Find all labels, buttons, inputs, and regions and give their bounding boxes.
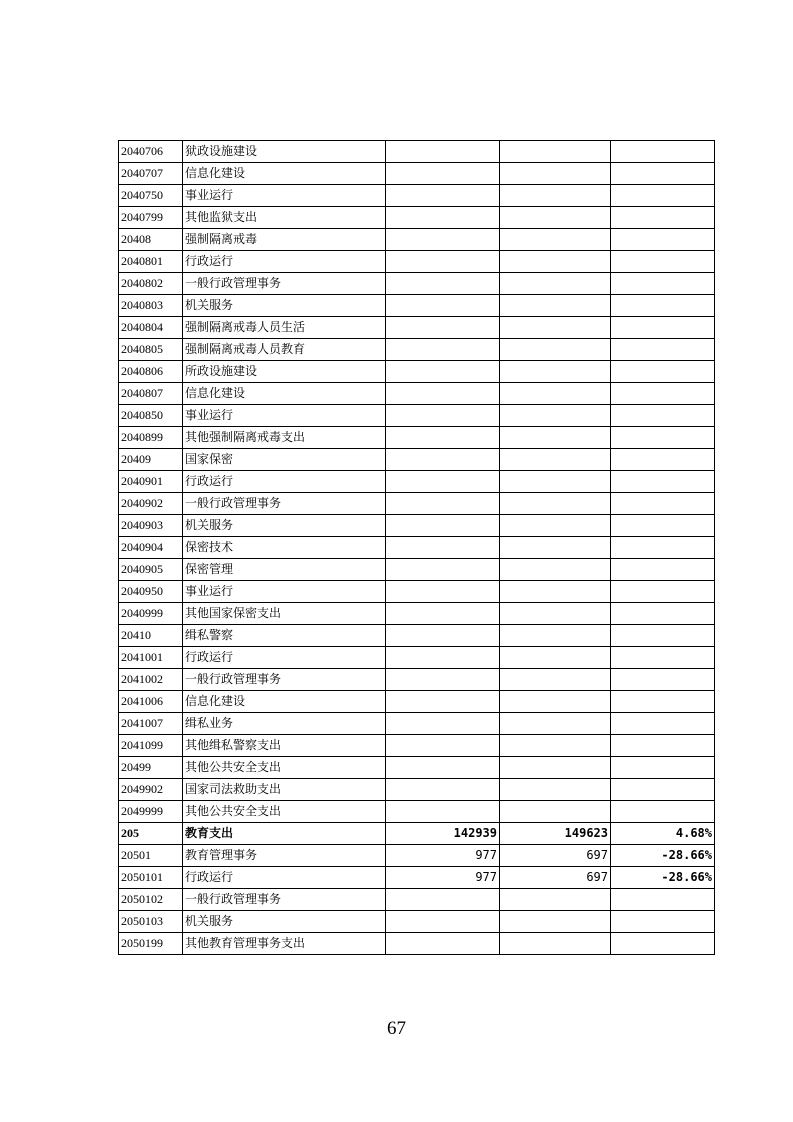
value-2020-cell	[500, 317, 611, 339]
growth-rate-cell	[611, 559, 715, 581]
growth-rate-cell	[611, 603, 715, 625]
value-2020-cell	[500, 801, 611, 823]
name-cell: 事业运行	[183, 185, 386, 207]
growth-rate-cell	[611, 361, 715, 383]
table-row	[119, 295, 715, 317]
value-2019-cell	[386, 933, 500, 955]
value-2020-cell	[500, 603, 611, 625]
value-2019-cell	[386, 757, 500, 779]
name-cell: 一般行政管理事务	[183, 493, 386, 515]
name-cell: 行政运行	[183, 867, 386, 889]
growth-rate-cell	[611, 779, 715, 801]
code-cell: 2040903	[119, 515, 183, 537]
value-2019-cell	[386, 273, 500, 295]
table-row	[119, 185, 715, 207]
value-2019-cell	[386, 141, 500, 163]
growth-rate-cell	[611, 647, 715, 669]
table-row	[119, 845, 715, 867]
value-2020-cell: 697	[500, 845, 611, 867]
value-2019-cell	[386, 515, 500, 537]
value-2019-cell: 977	[386, 845, 500, 867]
code-cell: 2041006	[119, 691, 183, 713]
value-2019-cell	[386, 493, 500, 515]
value-2019-cell	[386, 317, 500, 339]
growth-rate-cell: -28.66%	[611, 845, 715, 867]
value-2020-cell	[500, 273, 611, 295]
value-2019-cell	[386, 713, 500, 735]
value-2020-cell	[500, 471, 611, 493]
table-row	[119, 801, 715, 823]
value-2020-cell: 697	[500, 867, 611, 889]
table-row	[119, 273, 715, 295]
value-2020-cell	[500, 295, 611, 317]
value-2019-cell	[386, 207, 500, 229]
value-2019-cell	[386, 163, 500, 185]
name-cell: 行政运行	[183, 251, 386, 273]
table-row	[119, 405, 715, 427]
table-row	[119, 559, 715, 581]
value-2019-cell	[386, 449, 500, 471]
value-2020-cell	[500, 757, 611, 779]
name-cell: 信息化建设	[183, 383, 386, 405]
value-2020-cell	[500, 779, 611, 801]
name-cell: 保密管理	[183, 559, 386, 581]
name-cell: 强制隔离戒毒人员教育	[183, 339, 386, 361]
code-cell: 20499	[119, 757, 183, 779]
growth-rate-cell	[611, 317, 715, 339]
value-2019-cell	[386, 229, 500, 251]
table-row	[119, 889, 715, 911]
value-2019-cell	[386, 669, 500, 691]
value-2020-cell	[500, 339, 611, 361]
value-2019-cell	[386, 559, 500, 581]
name-cell: 一般行政管理事务	[183, 889, 386, 911]
table-row	[119, 757, 715, 779]
table-row	[119, 427, 715, 449]
table-row	[119, 207, 715, 229]
name-cell: 一般行政管理事务	[183, 669, 386, 691]
code-cell: 2040801	[119, 251, 183, 273]
code-cell: 2040803	[119, 295, 183, 317]
value-2020-cell	[500, 581, 611, 603]
code-cell: 2040902	[119, 493, 183, 515]
table-row	[119, 163, 715, 185]
value-2019-cell	[386, 361, 500, 383]
table-row	[119, 493, 715, 515]
growth-rate-cell	[611, 625, 715, 647]
growth-rate-cell	[611, 427, 715, 449]
name-cell: 一般行政管理事务	[183, 273, 386, 295]
name-cell: 保密技术	[183, 537, 386, 559]
table-row	[119, 625, 715, 647]
growth-rate-cell	[611, 669, 715, 691]
code-cell: 20501	[119, 845, 183, 867]
name-cell: 其他监狱支出	[183, 207, 386, 229]
table-row	[119, 911, 715, 933]
table-row	[119, 229, 715, 251]
table-row	[119, 537, 715, 559]
growth-rate-cell	[611, 911, 715, 933]
code-cell: 20408	[119, 229, 183, 251]
name-cell: 信息化建设	[183, 691, 386, 713]
code-cell: 20410	[119, 625, 183, 647]
value-2019-cell	[386, 911, 500, 933]
name-cell: 行政运行	[183, 647, 386, 669]
name-cell: 其他强制隔离戒毒支出	[183, 427, 386, 449]
value-2019-cell	[386, 603, 500, 625]
name-cell: 其他公共安全支出	[183, 801, 386, 823]
table-row	[119, 471, 715, 493]
growth-rate-cell	[611, 735, 715, 757]
value-2020-cell	[500, 889, 611, 911]
value-2019-cell	[386, 185, 500, 207]
name-cell: 其他教育管理事务支出	[183, 933, 386, 955]
name-cell: 教育管理事务	[183, 845, 386, 867]
growth-rate-cell	[611, 383, 715, 405]
table-row	[119, 669, 715, 691]
value-2019-cell	[386, 537, 500, 559]
growth-rate-cell	[611, 493, 715, 515]
growth-rate-cell	[611, 889, 715, 911]
growth-rate-cell	[611, 163, 715, 185]
value-2020-cell: 149623	[500, 823, 611, 845]
value-2019-cell	[386, 625, 500, 647]
table-row	[119, 515, 715, 537]
table-row	[119, 339, 715, 361]
name-cell: 强制隔离戒毒人员生活	[183, 317, 386, 339]
growth-rate-cell	[611, 713, 715, 735]
table-row	[119, 317, 715, 339]
table-row	[119, 735, 715, 757]
growth-rate-cell	[611, 229, 715, 251]
table-row	[119, 383, 715, 405]
value-2019-cell	[386, 405, 500, 427]
code-cell: 2041007	[119, 713, 183, 735]
code-cell: 2040804	[119, 317, 183, 339]
code-cell: 2041001	[119, 647, 183, 669]
name-cell: 狱政设施建设	[183, 141, 386, 163]
value-2019-cell	[386, 339, 500, 361]
value-2019-cell	[386, 383, 500, 405]
name-cell: 国家司法救助支出	[183, 779, 386, 801]
code-cell: 2050102	[119, 889, 183, 911]
table-row	[119, 603, 715, 625]
growth-rate-cell	[611, 273, 715, 295]
code-cell: 205	[119, 823, 183, 845]
value-2019-cell: 142939	[386, 823, 500, 845]
name-cell: 机关服务	[183, 911, 386, 933]
growth-rate-cell	[611, 295, 715, 317]
budget-table	[118, 140, 715, 955]
value-2020-cell	[500, 515, 611, 537]
value-2019-cell	[386, 251, 500, 273]
growth-rate-cell	[611, 933, 715, 955]
name-cell: 教育支出	[183, 823, 386, 845]
value-2020-cell	[500, 163, 611, 185]
value-2020-cell	[500, 559, 611, 581]
growth-rate-cell	[611, 757, 715, 779]
code-cell: 2040706	[119, 141, 183, 163]
name-cell: 其他公共安全支出	[183, 757, 386, 779]
name-cell: 国家保密	[183, 449, 386, 471]
value-2019-cell	[386, 647, 500, 669]
value-2020-cell	[500, 933, 611, 955]
value-2020-cell	[500, 185, 611, 207]
code-cell: 2040904	[119, 537, 183, 559]
value-2019-cell	[386, 691, 500, 713]
value-2020-cell	[500, 427, 611, 449]
value-2020-cell	[500, 691, 611, 713]
table-row	[119, 713, 715, 735]
value-2020-cell	[500, 735, 611, 757]
growth-rate-cell	[611, 471, 715, 493]
name-cell: 机关服务	[183, 295, 386, 317]
value-2020-cell	[500, 647, 611, 669]
code-cell: 2040950	[119, 581, 183, 603]
value-2020-cell	[500, 625, 611, 647]
name-cell: 其他国家保密支出	[183, 603, 386, 625]
value-2019-cell	[386, 581, 500, 603]
growth-rate-cell	[611, 251, 715, 273]
page-number: 67	[387, 1018, 406, 1039]
value-2019-cell	[386, 427, 500, 449]
code-cell: 2041099	[119, 735, 183, 757]
name-cell: 事业运行	[183, 581, 386, 603]
table-row	[119, 581, 715, 603]
table-row	[119, 361, 715, 383]
table-row	[119, 251, 715, 273]
value-2020-cell	[500, 713, 611, 735]
growth-rate-cell	[611, 537, 715, 559]
code-cell: 2040802	[119, 273, 183, 295]
value-2019-cell	[386, 801, 500, 823]
code-cell: 2041002	[119, 669, 183, 691]
table-row	[119, 779, 715, 801]
value-2020-cell	[500, 911, 611, 933]
value-2020-cell	[500, 207, 611, 229]
value-2020-cell	[500, 361, 611, 383]
name-cell: 其他缉私警察支出	[183, 735, 386, 757]
value-2019-cell	[386, 471, 500, 493]
code-cell: 2040805	[119, 339, 183, 361]
growth-rate-cell	[611, 449, 715, 471]
table-row	[119, 867, 715, 889]
growth-rate-cell	[611, 691, 715, 713]
table-row	[119, 823, 715, 845]
code-cell: 2040806	[119, 361, 183, 383]
value-2020-cell	[500, 405, 611, 427]
code-cell: 2040750	[119, 185, 183, 207]
code-cell: 2049999	[119, 801, 183, 823]
table-row	[119, 449, 715, 471]
code-cell: 20409	[119, 449, 183, 471]
value-2020-cell	[500, 251, 611, 273]
table-row	[119, 141, 715, 163]
value-2020-cell	[500, 669, 611, 691]
code-cell: 2040707	[119, 163, 183, 185]
name-cell: 机关服务	[183, 515, 386, 537]
name-cell: 信息化建设	[183, 163, 386, 185]
name-cell: 缉私业务	[183, 713, 386, 735]
name-cell: 所政设施建设	[183, 361, 386, 383]
value-2019-cell	[386, 779, 500, 801]
table-row	[119, 647, 715, 669]
growth-rate-cell	[611, 141, 715, 163]
value-2020-cell	[500, 537, 611, 559]
growth-rate-cell	[611, 207, 715, 229]
growth-rate-cell	[611, 185, 715, 207]
growth-rate-cell	[611, 801, 715, 823]
growth-rate-cell	[611, 581, 715, 603]
table-body	[119, 141, 715, 955]
name-cell: 行政运行	[183, 471, 386, 493]
code-cell: 2040807	[119, 383, 183, 405]
code-cell: 2040999	[119, 603, 183, 625]
code-cell: 2040905	[119, 559, 183, 581]
code-cell: 2040850	[119, 405, 183, 427]
code-cell: 2049902	[119, 779, 183, 801]
growth-rate-cell	[611, 405, 715, 427]
value-2020-cell	[500, 449, 611, 471]
growth-rate-cell: 4.68%	[611, 823, 715, 845]
table-row	[119, 691, 715, 713]
code-cell: 2040799	[119, 207, 183, 229]
value-2019-cell	[386, 889, 500, 911]
code-cell: 2040901	[119, 471, 183, 493]
code-cell: 2050199	[119, 933, 183, 955]
code-cell: 2040899	[119, 427, 183, 449]
name-cell: 缉私警察	[183, 625, 386, 647]
value-2019-cell: 977	[386, 867, 500, 889]
growth-rate-cell	[611, 339, 715, 361]
name-cell: 强制隔离戒毒	[183, 229, 386, 251]
value-2019-cell	[386, 295, 500, 317]
value-2019-cell	[386, 735, 500, 757]
value-2020-cell	[500, 141, 611, 163]
code-cell: 2050101	[119, 867, 183, 889]
code-cell: 2050103	[119, 911, 183, 933]
value-2020-cell	[500, 493, 611, 515]
name-cell: 事业运行	[183, 405, 386, 427]
growth-rate-cell	[611, 515, 715, 537]
value-2020-cell	[500, 383, 611, 405]
value-2020-cell	[500, 229, 611, 251]
growth-rate-cell: -28.66%	[611, 867, 715, 889]
table-row	[119, 933, 715, 955]
